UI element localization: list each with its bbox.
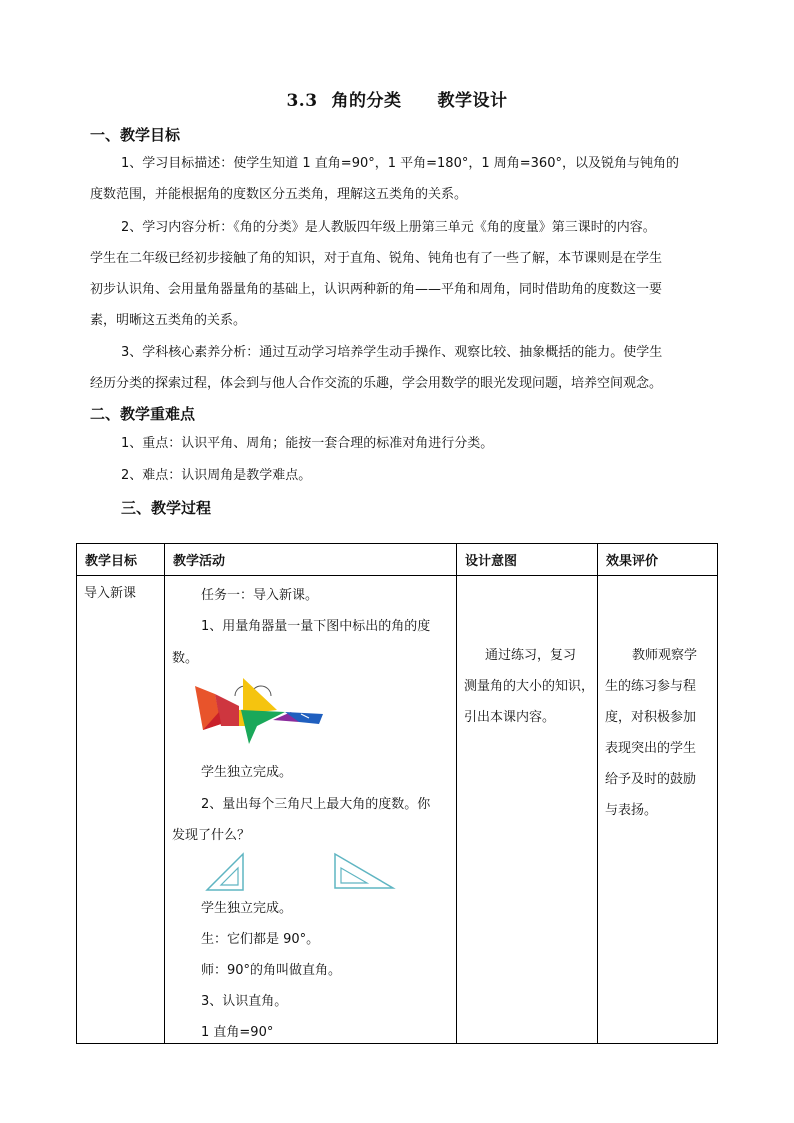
section-heading-process: 三、教学过程 — [121, 499, 212, 517]
header-goal: 教学目标 — [77, 544, 165, 576]
eval-line-5: 给予及时的鼓励 — [605, 772, 697, 787]
literacy-analysis-line-2: 经历分类的探索过程，体会到与他人合作交流的乐趣，学会用数学的眼光发现问题，培养空间观念。 — [90, 376, 663, 391]
done-line-2: 学生独立完成。 — [201, 901, 293, 916]
tangram-airplane-image — [195, 674, 325, 746]
set-square-2-image — [333, 852, 397, 892]
question-3-line: 3、认识直角。 — [201, 994, 288, 1009]
content-analysis-line-4: 素，明晰这五类角的关系。 — [90, 313, 247, 328]
teaching-process-table — [76, 543, 718, 1044]
goal-desc-line-2: 度数范围，并能根据角的度数区分五类角，理解这五类角的关系。 — [90, 187, 468, 202]
page-title: 3.3 角的分类 教学设计 — [286, 91, 508, 111]
goal-desc-line-1: 1、学习目标描述：使学生知道 1 直角=90°，1 平角=180°，1 周角=360°，以及锐角与钝角的 — [121, 156, 679, 171]
intent-line-2: 测量角的大小的知识， — [464, 679, 595, 694]
evaluation-cell — [598, 576, 717, 1043]
content-analysis-line-2: 学生在二年级已经初步接触了角的知识，对于直角、锐角、钝角也有了一些了解，本节课则是在学生 — [90, 251, 663, 266]
eval-line-3: 度，对积极参加 — [605, 710, 697, 725]
header-evaluation: 效果评价 — [598, 544, 718, 576]
task-line: 任务一：导入新课。 — [201, 588, 319, 603]
ruler-inner — [221, 868, 238, 885]
section-heading-goals: 一、教学目标 — [90, 126, 181, 144]
eval-line-1: 教师观察学 — [632, 648, 698, 663]
intent-line-1: 通过练习，复习 — [485, 648, 577, 663]
eval-line-2: 生的练习参与程 — [605, 679, 697, 694]
difficult-point: 2、难点：认识周角是教学难点。 — [121, 468, 312, 483]
header-activity: 教学活动 — [165, 544, 457, 576]
content-analysis-line-3: 初步认识角、会用量角器量角的基础上，认识两种新的角——平角和周角，同时借助角的度数这一要 — [90, 282, 663, 297]
question-2-line-1: 2、量出每个三角尺上最大角的度数。你 — [201, 797, 431, 812]
eval-line-6: 与表扬。 — [605, 803, 658, 818]
header-intent: 设计意图 — [457, 544, 598, 576]
intent-cell — [457, 576, 597, 1043]
green-piece — [241, 710, 285, 744]
table-header-row — [77, 544, 718, 576]
eval-line-4: 表现突出的学生 — [605, 741, 697, 756]
key-point: 1、重点：认识平角、周角；能按一套合理的标准对角进行分类。 — [121, 436, 494, 451]
set-square-1-image — [205, 852, 250, 892]
intent-line-3: 引出本课内容。 — [464, 710, 556, 725]
content-analysis-line-1: 2、学习内容分析：《角的分类》是人教版四年级上册第三单元《角的度量》第三课时的内容。 — [121, 220, 656, 235]
activity-cell — [165, 576, 456, 1043]
yellow-triangle-piece — [243, 678, 277, 714]
section-heading-key-points: 二、教学重难点 — [90, 405, 196, 423]
goal-cell-text: 导入新课 — [84, 586, 137, 601]
question-2-line-2: 发现了什么？ — [172, 828, 251, 843]
right-angle-definition: 1 直角=90° — [201, 1025, 274, 1040]
teacher-line: 师：90°的角叫做直角。 — [201, 963, 342, 978]
done-line-1: 学生独立完成。 — [201, 765, 293, 780]
student-answer-line: 生：它们都是 90°。 — [201, 932, 320, 947]
table-row — [77, 576, 718, 1044]
question-1-line-2: 数。 — [172, 651, 199, 666]
literacy-analysis-line-1: 3、学科核心素养分析：通过互动学习培养学生动手操作、观察比较、抽象概括的能力。使学生 — [121, 345, 663, 360]
question-1-line-1: 1、用量角器量一量下图中标出的角的度 — [201, 619, 431, 634]
